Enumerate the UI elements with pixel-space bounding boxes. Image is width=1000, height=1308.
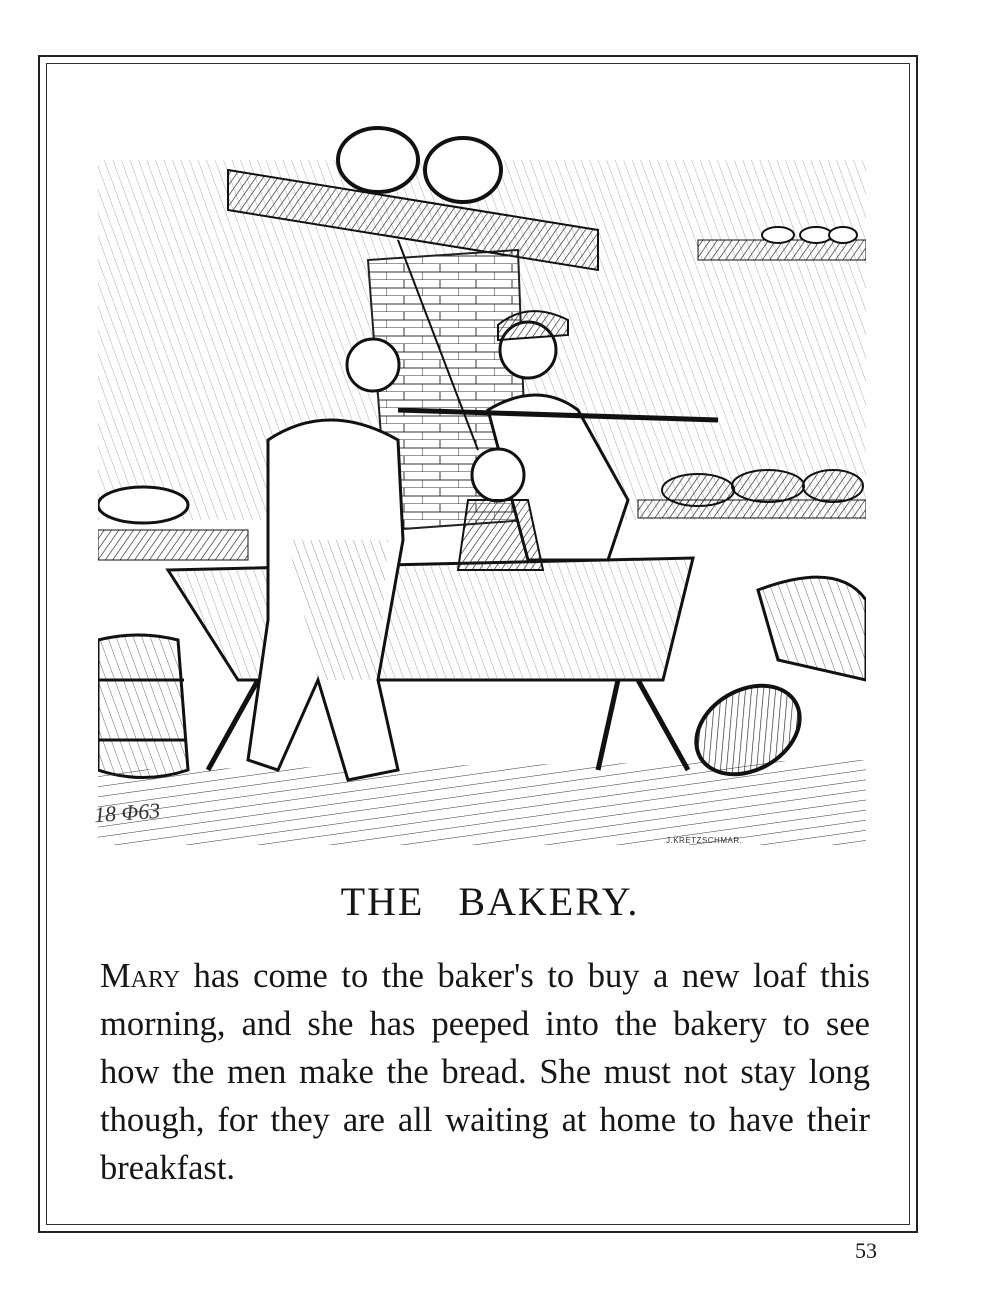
paragraph-text: has come to the baker's to buy a new loaf this morning, and she has peeped into the bakery to see how the men make the bread. She must not stay long though, for they are all waiting at home to have their breakfast. bbox=[100, 957, 870, 1187]
story-paragraph bbox=[100, 952, 870, 1192]
first-word: Mary bbox=[100, 957, 181, 995]
engraver-signature: J.KRETZSCHMAR. bbox=[666, 836, 743, 845]
page-title: THE BAKERY. bbox=[340, 879, 640, 924]
page-number: 53 bbox=[855, 1238, 877, 1263]
bakery-engraving bbox=[98, 120, 866, 845]
artist-monogram: 18 Φ63 bbox=[93, 797, 162, 828]
